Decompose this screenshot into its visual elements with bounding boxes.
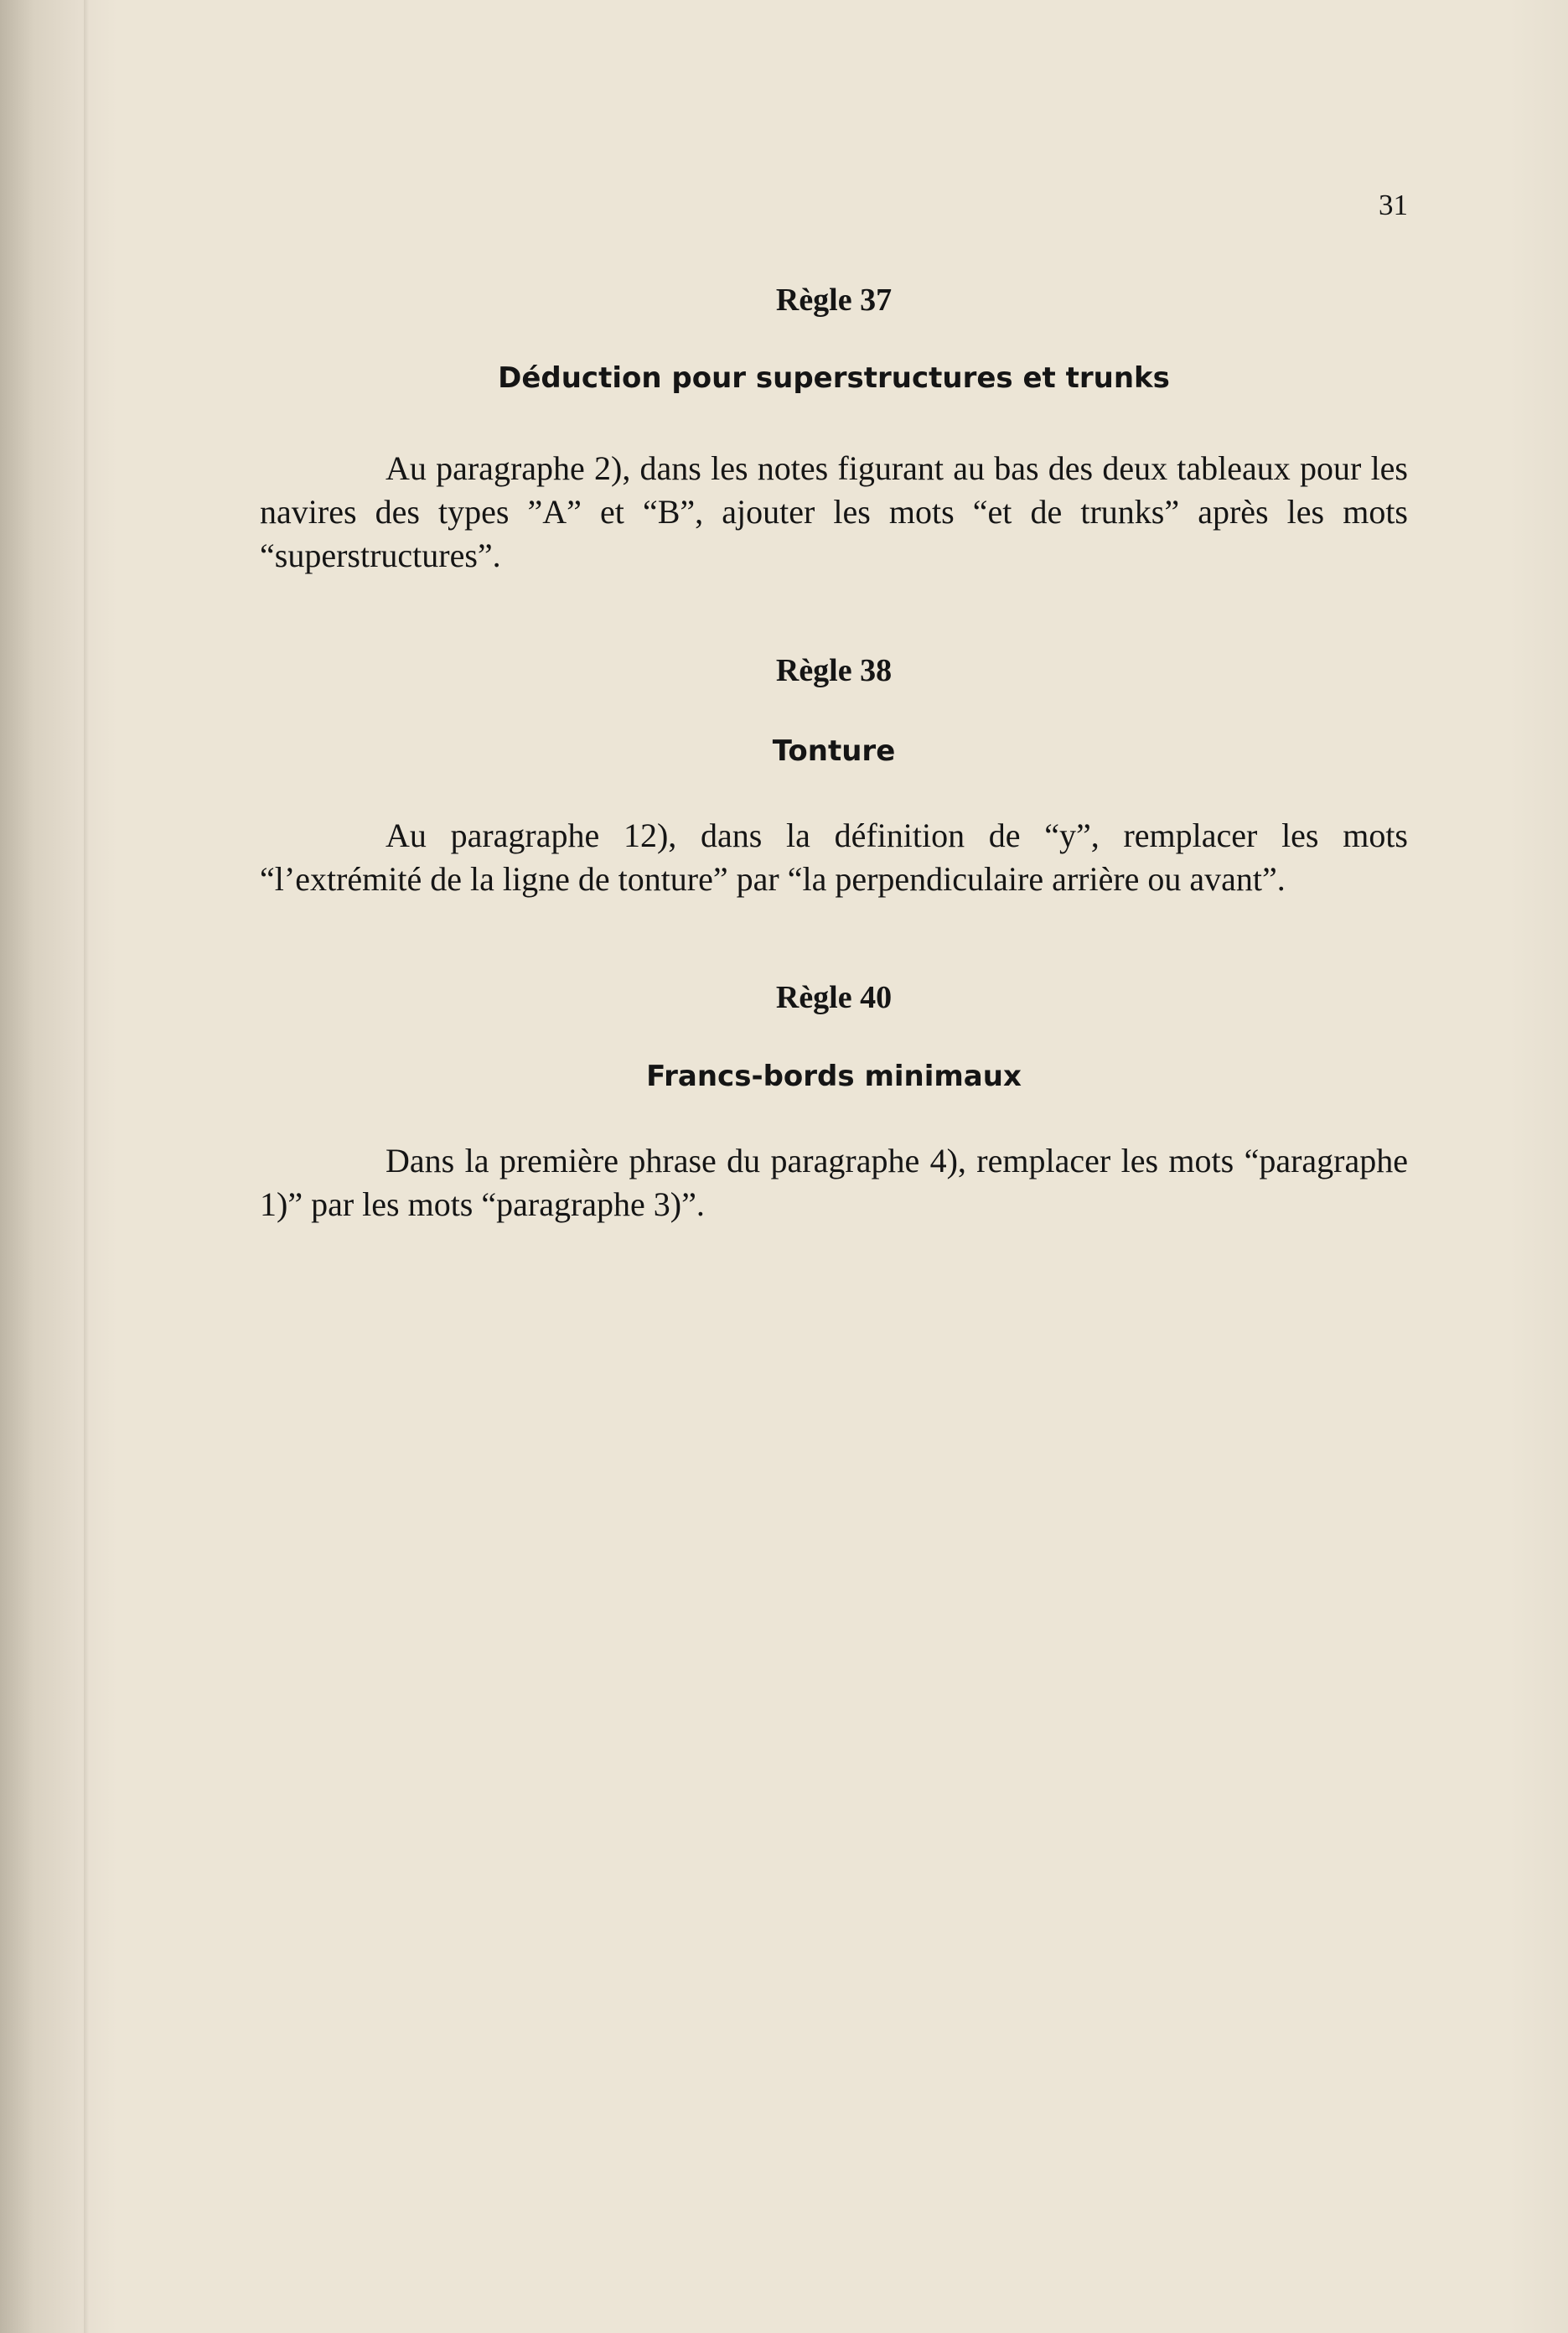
rule-37-body: Au paragraphe 2), dans les notes figurant au bas des deux tableaux pour les navires des types ”A” et “B”, ajouter les mots “et de trunks” après les mots “superstructures”. — [260, 449, 1408, 575]
rule-40-section — [260, 979, 1408, 1226]
rule-37-subtitle: Déduction pour superstructures et trunks — [498, 360, 1170, 395]
rule-38-body: Au paragraphe 12), dans la définition de “y”, remplacer les mots “l’extrémité de la ligne de tonture” par “la perpendiculaire arrière ou avant”. — [260, 817, 1408, 899]
rule-40-subtitle: Francs-bords minimaux — [646, 1059, 1022, 1093]
rule-38-subtitle: Tonture — [772, 734, 896, 768]
rule-37-heading: Règle 37 — [775, 283, 893, 318]
rule-38-section — [260, 652, 1408, 901]
binding-shadow — [84, 0, 89, 2333]
rule-40-heading: Règle 40 — [775, 980, 893, 1015]
rule-37-section — [260, 282, 1408, 578]
rule-38-heading: Règle 38 — [775, 653, 893, 688]
page-number: 31 — [1379, 189, 1408, 221]
rule-40-body: Dans la première phrase du paragraphe 4), remplacer les mots “paragraphe 1)” par les mots “paragraphe 3)”. — [260, 1142, 1408, 1224]
